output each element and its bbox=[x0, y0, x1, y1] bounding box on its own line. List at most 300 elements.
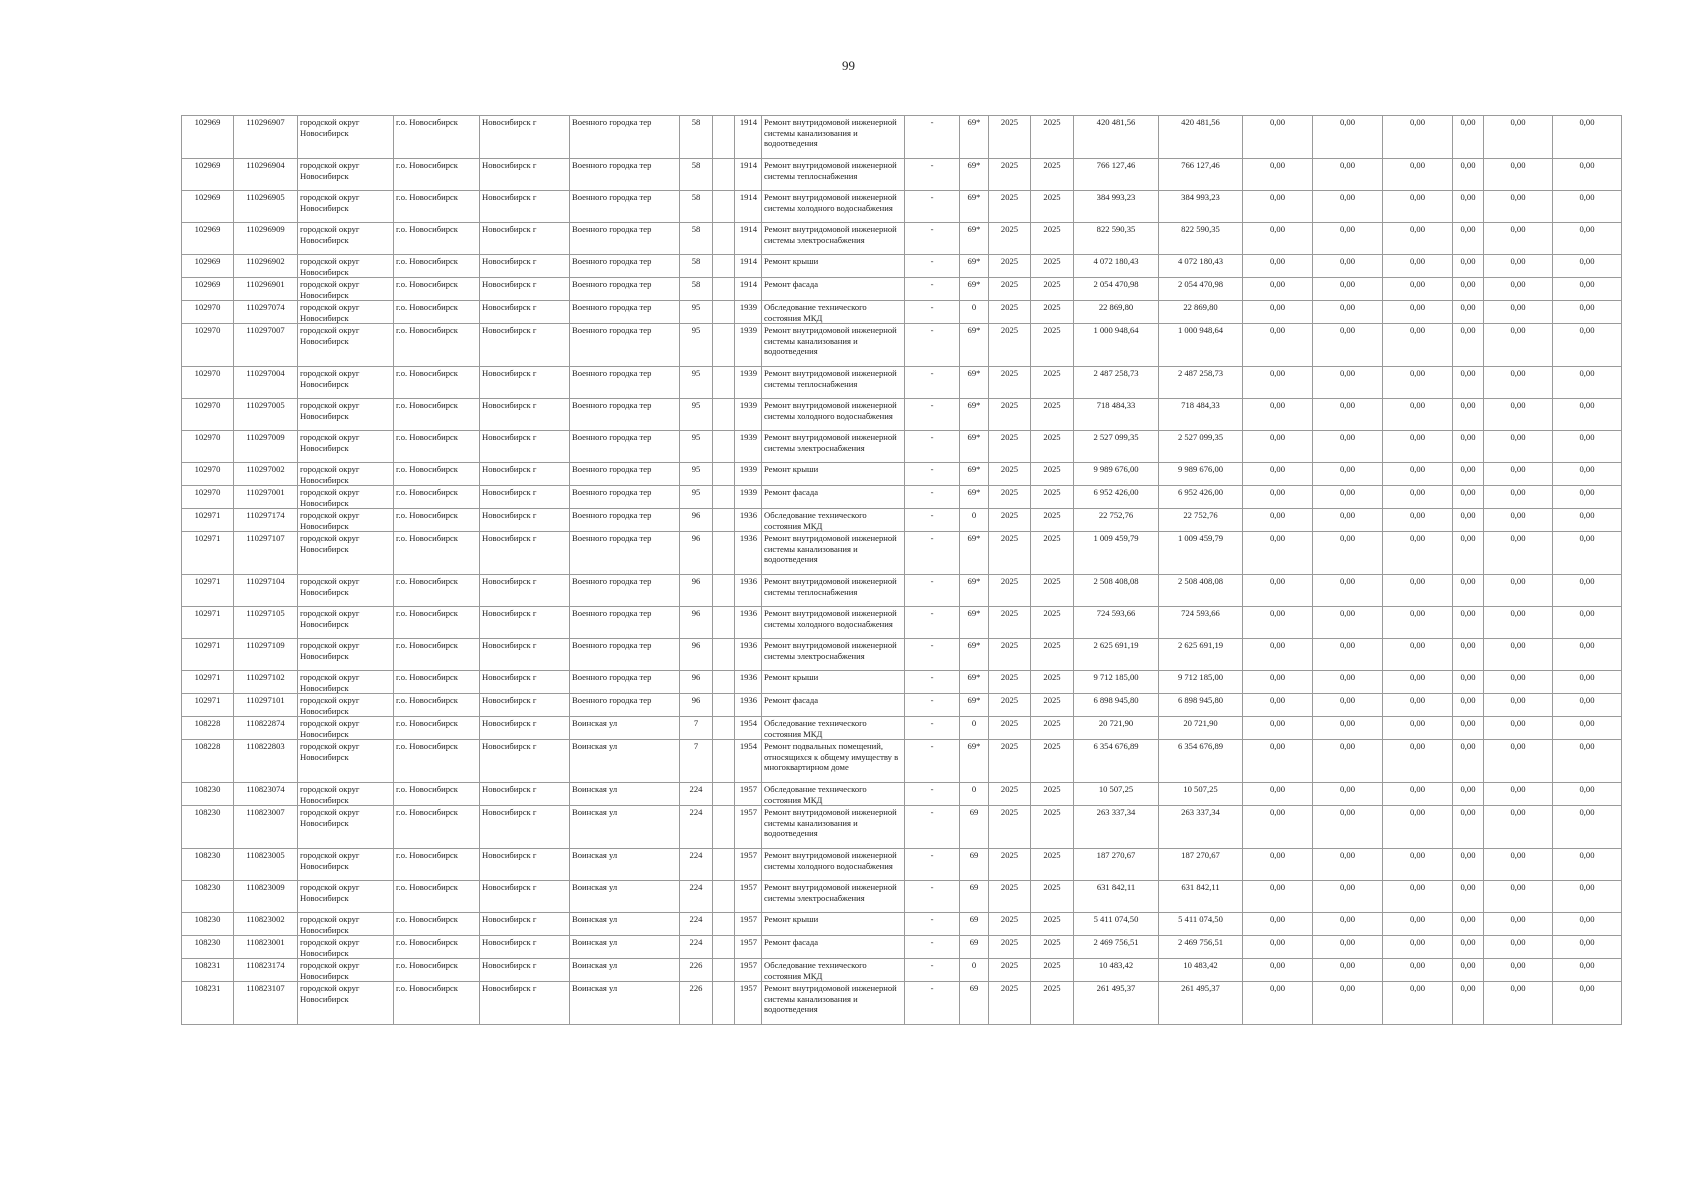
total-cost-cell: 263 337,34 bbox=[1074, 806, 1159, 849]
settlement-cell: г.о. Новосибирск bbox=[394, 806, 480, 849]
house-number-cell: 224 bbox=[680, 913, 713, 936]
locality-cell: Новосибирск г bbox=[480, 463, 570, 486]
plan-year-start-cell: 2025 bbox=[989, 849, 1031, 881]
house-number-cell: 96 bbox=[680, 532, 713, 575]
norm-cell: 69* bbox=[960, 671, 989, 694]
fund-cost-cell: 2 054 470,98 bbox=[1159, 278, 1243, 301]
budget-cell-1: 0,00 bbox=[1243, 191, 1313, 223]
work-id-cell: 110297001 bbox=[234, 486, 298, 509]
work-type-cell: Ремонт внутридомовой инженерной системы холодного водоснабжения bbox=[762, 849, 905, 881]
budget-cell-4: 0,00 bbox=[1453, 367, 1484, 399]
repair-program-table bbox=[181, 115, 1622, 1025]
settlement-cell: г.о. Новосибирск bbox=[394, 399, 480, 431]
year-built-cell: 1954 bbox=[735, 717, 762, 740]
total-cost-cell: 2 469 756,51 bbox=[1074, 936, 1159, 959]
plan-year-end-cell: 2025 bbox=[1031, 982, 1074, 1025]
fund-cost-cell: 2 625 691,19 bbox=[1159, 639, 1243, 671]
settlement-cell: г.о. Новосибирск bbox=[394, 849, 480, 881]
dash-cell: - bbox=[905, 913, 960, 936]
year-built-cell: 1954 bbox=[735, 740, 762, 783]
plan-year-end-cell: 2025 bbox=[1031, 301, 1074, 324]
year-built-cell: 1914 bbox=[735, 223, 762, 255]
house-id-cell: 102971 bbox=[182, 671, 234, 694]
budget-cell-3: 0,00 bbox=[1383, 982, 1453, 1025]
budget-cell-5: 0,00 bbox=[1484, 717, 1553, 740]
plan-year-start-cell: 2025 bbox=[989, 532, 1031, 575]
year-built-cell: 1936 bbox=[735, 607, 762, 639]
year-built-cell: 1936 bbox=[735, 671, 762, 694]
total-cost-cell: 420 481,56 bbox=[1074, 116, 1159, 159]
locality-cell: Новосибирск г bbox=[480, 509, 570, 532]
budget-cell-4: 0,00 bbox=[1453, 806, 1484, 849]
budget-cell-4: 0,00 bbox=[1453, 936, 1484, 959]
table-row bbox=[182, 959, 1622, 982]
municipality-cell: городской округ Новосибирск bbox=[298, 278, 394, 301]
house-id-cell: 108228 bbox=[182, 717, 234, 740]
building-cell bbox=[713, 367, 735, 399]
norm-cell: 69* bbox=[960, 694, 989, 717]
building-cell bbox=[713, 607, 735, 639]
norm-cell: 69* bbox=[960, 223, 989, 255]
budget-cell-5: 0,00 bbox=[1484, 367, 1553, 399]
locality-cell: Новосибирск г bbox=[480, 431, 570, 463]
total-cost-cell: 822 590,35 bbox=[1074, 223, 1159, 255]
budget-cell-1: 0,00 bbox=[1243, 486, 1313, 509]
house-id-cell: 102970 bbox=[182, 324, 234, 367]
work-id-cell: 110822803 bbox=[234, 740, 298, 783]
year-built-cell: 1939 bbox=[735, 486, 762, 509]
budget-cell-6: 0,00 bbox=[1553, 806, 1622, 849]
street-cell: Воинская ул bbox=[570, 982, 680, 1025]
budget-cell-6: 0,00 bbox=[1553, 671, 1622, 694]
budget-cell-6: 0,00 bbox=[1553, 783, 1622, 806]
plan-year-start-cell: 2025 bbox=[989, 913, 1031, 936]
year-built-cell: 1939 bbox=[735, 324, 762, 367]
street-cell: Воинская ул bbox=[570, 806, 680, 849]
budget-cell-3: 0,00 bbox=[1383, 509, 1453, 532]
house-number-cell: 7 bbox=[680, 717, 713, 740]
total-cost-cell: 261 495,37 bbox=[1074, 982, 1159, 1025]
budget-cell-2: 0,00 bbox=[1313, 671, 1383, 694]
plan-year-start-cell: 2025 bbox=[989, 367, 1031, 399]
locality-cell: Новосибирск г bbox=[480, 324, 570, 367]
building-cell bbox=[713, 324, 735, 367]
budget-cell-6: 0,00 bbox=[1553, 717, 1622, 740]
work-type-cell: Ремонт внутридомовой инженерной системы канализования и водоотведения bbox=[762, 806, 905, 849]
street-cell: Военного городка тер bbox=[570, 463, 680, 486]
dash-cell: - bbox=[905, 936, 960, 959]
work-type-cell: Обследование технического состояния МКД bbox=[762, 509, 905, 532]
budget-cell-4: 0,00 bbox=[1453, 671, 1484, 694]
street-cell: Военного городка тер bbox=[570, 532, 680, 575]
plan-year-start-cell: 2025 bbox=[989, 255, 1031, 278]
total-cost-cell: 631 842,11 bbox=[1074, 881, 1159, 913]
work-type-cell: Ремонт крыши bbox=[762, 463, 905, 486]
table-row bbox=[182, 982, 1622, 1025]
settlement-cell: г.о. Новосибирск bbox=[394, 223, 480, 255]
building-cell bbox=[713, 223, 735, 255]
settlement-cell: г.о. Новосибирск bbox=[394, 191, 480, 223]
work-type-cell: Ремонт внутридомовой инженерной системы канализования и водоотведения bbox=[762, 116, 905, 159]
plan-year-end-cell: 2025 bbox=[1031, 191, 1074, 223]
building-cell bbox=[713, 717, 735, 740]
year-built-cell: 1957 bbox=[735, 881, 762, 913]
budget-cell-5: 0,00 bbox=[1484, 159, 1553, 191]
plan-year-end-cell: 2025 bbox=[1031, 324, 1074, 367]
work-type-cell: Обследование технического состояния МКД bbox=[762, 717, 905, 740]
municipality-cell: городской округ Новосибирск bbox=[298, 532, 394, 575]
street-cell: Военного городка тер bbox=[570, 159, 680, 191]
budget-cell-4: 0,00 bbox=[1453, 639, 1484, 671]
budget-cell-5: 0,00 bbox=[1484, 191, 1553, 223]
dash-cell: - bbox=[905, 806, 960, 849]
budget-cell-2: 0,00 bbox=[1313, 431, 1383, 463]
table-row bbox=[182, 532, 1622, 575]
street-cell: Воинская ул bbox=[570, 783, 680, 806]
budget-cell-6: 0,00 bbox=[1553, 278, 1622, 301]
house-number-cell: 96 bbox=[680, 607, 713, 639]
total-cost-cell: 2 054 470,98 bbox=[1074, 278, 1159, 301]
locality-cell: Новосибирск г bbox=[480, 717, 570, 740]
house-id-cell: 102971 bbox=[182, 607, 234, 639]
budget-cell-6: 0,00 bbox=[1553, 255, 1622, 278]
budget-cell-1: 0,00 bbox=[1243, 431, 1313, 463]
budget-cell-3: 0,00 bbox=[1383, 671, 1453, 694]
budget-cell-3: 0,00 bbox=[1383, 783, 1453, 806]
settlement-cell: г.о. Новосибирск bbox=[394, 671, 480, 694]
locality-cell: Новосибирск г bbox=[480, 278, 570, 301]
table-row bbox=[182, 463, 1622, 486]
norm-cell: 69 bbox=[960, 913, 989, 936]
locality-cell: Новосибирск г bbox=[480, 694, 570, 717]
house-id-cell: 102971 bbox=[182, 509, 234, 532]
street-cell: Военного городка тер bbox=[570, 324, 680, 367]
work-type-cell: Ремонт фасада bbox=[762, 694, 905, 717]
plan-year-start-cell: 2025 bbox=[989, 607, 1031, 639]
locality-cell: Новосибирск г bbox=[480, 806, 570, 849]
plan-year-end-cell: 2025 bbox=[1031, 367, 1074, 399]
budget-cell-3: 0,00 bbox=[1383, 486, 1453, 509]
budget-cell-3: 0,00 bbox=[1383, 936, 1453, 959]
budget-cell-5: 0,00 bbox=[1484, 849, 1553, 881]
budget-cell-2: 0,00 bbox=[1313, 740, 1383, 783]
house-number-cell: 96 bbox=[680, 575, 713, 607]
house-number-cell: 96 bbox=[680, 671, 713, 694]
plan-year-start-cell: 2025 bbox=[989, 463, 1031, 486]
dash-cell: - bbox=[905, 159, 960, 191]
dash-cell: - bbox=[905, 959, 960, 982]
budget-cell-5: 0,00 bbox=[1484, 301, 1553, 324]
table-row bbox=[182, 324, 1622, 367]
work-id-cell: 110296902 bbox=[234, 255, 298, 278]
budget-cell-5: 0,00 bbox=[1484, 936, 1553, 959]
settlement-cell: г.о. Новосибирск bbox=[394, 532, 480, 575]
budget-cell-3: 0,00 bbox=[1383, 532, 1453, 575]
total-cost-cell: 10 483,42 bbox=[1074, 959, 1159, 982]
settlement-cell: г.о. Новосибирск bbox=[394, 717, 480, 740]
plan-year-start-cell: 2025 bbox=[989, 191, 1031, 223]
table-row bbox=[182, 639, 1622, 671]
budget-cell-3: 0,00 bbox=[1383, 399, 1453, 431]
building-cell bbox=[713, 849, 735, 881]
budget-cell-3: 0,00 bbox=[1383, 431, 1453, 463]
work-id-cell: 110823009 bbox=[234, 881, 298, 913]
budget-cell-3: 0,00 bbox=[1383, 740, 1453, 783]
work-type-cell: Ремонт фасада bbox=[762, 936, 905, 959]
house-id-cell: 108230 bbox=[182, 936, 234, 959]
norm-cell: 69 bbox=[960, 881, 989, 913]
house-id-cell: 108228 bbox=[182, 740, 234, 783]
municipality-cell: городской округ Новосибирск bbox=[298, 639, 394, 671]
budget-cell-5: 0,00 bbox=[1484, 607, 1553, 639]
house-number-cell: 58 bbox=[680, 191, 713, 223]
fund-cost-cell: 2 508 408,08 bbox=[1159, 575, 1243, 607]
fund-cost-cell: 6 952 426,00 bbox=[1159, 486, 1243, 509]
norm-cell: 69* bbox=[960, 740, 989, 783]
budget-cell-2: 0,00 bbox=[1313, 116, 1383, 159]
plan-year-start-cell: 2025 bbox=[989, 159, 1031, 191]
budget-cell-6: 0,00 bbox=[1553, 936, 1622, 959]
budget-cell-1: 0,00 bbox=[1243, 936, 1313, 959]
table-row bbox=[182, 301, 1622, 324]
municipality-cell: городской округ Новосибирск bbox=[298, 607, 394, 639]
table-row bbox=[182, 116, 1622, 159]
house-number-cell: 224 bbox=[680, 881, 713, 913]
total-cost-cell: 5 411 074,50 bbox=[1074, 913, 1159, 936]
budget-cell-5: 0,00 bbox=[1484, 881, 1553, 913]
table-row bbox=[182, 255, 1622, 278]
municipality-cell: городской округ Новосибирск bbox=[298, 694, 394, 717]
year-built-cell: 1957 bbox=[735, 936, 762, 959]
plan-year-start-cell: 2025 bbox=[989, 223, 1031, 255]
work-id-cell: 110297107 bbox=[234, 532, 298, 575]
building-cell bbox=[713, 532, 735, 575]
building-cell bbox=[713, 509, 735, 532]
budget-cell-1: 0,00 bbox=[1243, 607, 1313, 639]
norm-cell: 69* bbox=[960, 255, 989, 278]
table-row bbox=[182, 509, 1622, 532]
house-id-cell: 102971 bbox=[182, 639, 234, 671]
budget-cell-4: 0,00 bbox=[1453, 982, 1484, 1025]
street-cell: Военного городка тер bbox=[570, 671, 680, 694]
budget-cell-2: 0,00 bbox=[1313, 367, 1383, 399]
table-row bbox=[182, 783, 1622, 806]
budget-cell-4: 0,00 bbox=[1453, 431, 1484, 463]
building-cell bbox=[713, 881, 735, 913]
table-row bbox=[182, 607, 1622, 639]
budget-cell-4: 0,00 bbox=[1453, 399, 1484, 431]
budget-cell-4: 0,00 bbox=[1453, 607, 1484, 639]
work-id-cell: 110823174 bbox=[234, 959, 298, 982]
street-cell: Военного городка тер bbox=[570, 301, 680, 324]
budget-cell-4: 0,00 bbox=[1453, 324, 1484, 367]
building-cell bbox=[713, 936, 735, 959]
plan-year-start-cell: 2025 bbox=[989, 575, 1031, 607]
house-number-cell: 95 bbox=[680, 431, 713, 463]
budget-cell-1: 0,00 bbox=[1243, 399, 1313, 431]
norm-cell: 0 bbox=[960, 509, 989, 532]
year-built-cell: 1957 bbox=[735, 959, 762, 982]
dash-cell: - bbox=[905, 255, 960, 278]
budget-cell-5: 0,00 bbox=[1484, 116, 1553, 159]
work-type-cell: Ремонт внутридомовой инженерной системы теплоснабжения bbox=[762, 159, 905, 191]
settlement-cell: г.о. Новосибирск bbox=[394, 255, 480, 278]
work-type-cell: Ремонт внутридомовой инженерной системы холодного водоснабжения bbox=[762, 191, 905, 223]
house-id-cell: 102970 bbox=[182, 367, 234, 399]
budget-cell-6: 0,00 bbox=[1553, 881, 1622, 913]
year-built-cell: 1914 bbox=[735, 116, 762, 159]
fund-cost-cell: 724 593,66 bbox=[1159, 607, 1243, 639]
plan-year-start-cell: 2025 bbox=[989, 806, 1031, 849]
data-table-wrapper bbox=[181, 115, 1609, 1025]
building-cell bbox=[713, 463, 735, 486]
budget-cell-2: 0,00 bbox=[1313, 783, 1383, 806]
year-built-cell: 1914 bbox=[735, 255, 762, 278]
budget-cell-3: 0,00 bbox=[1383, 575, 1453, 607]
budget-cell-5: 0,00 bbox=[1484, 399, 1553, 431]
work-id-cell: 110297105 bbox=[234, 607, 298, 639]
street-cell: Военного городка тер bbox=[570, 255, 680, 278]
settlement-cell: г.о. Новосибирск bbox=[394, 431, 480, 463]
budget-cell-6: 0,00 bbox=[1553, 982, 1622, 1025]
house-id-cell: 102969 bbox=[182, 191, 234, 223]
budget-cell-2: 0,00 bbox=[1313, 255, 1383, 278]
fund-cost-cell: 766 127,46 bbox=[1159, 159, 1243, 191]
norm-cell: 69* bbox=[960, 431, 989, 463]
building-cell bbox=[713, 431, 735, 463]
street-cell: Военного городка тер bbox=[570, 399, 680, 431]
dash-cell: - bbox=[905, 301, 960, 324]
norm-cell: 69* bbox=[960, 191, 989, 223]
budget-cell-5: 0,00 bbox=[1484, 324, 1553, 367]
table-row bbox=[182, 849, 1622, 881]
total-cost-cell: 20 721,90 bbox=[1074, 717, 1159, 740]
budget-cell-1: 0,00 bbox=[1243, 367, 1313, 399]
plan-year-start-cell: 2025 bbox=[989, 431, 1031, 463]
work-type-cell: Обследование технического состояния МКД bbox=[762, 783, 905, 806]
budget-cell-6: 0,00 bbox=[1553, 399, 1622, 431]
table-row bbox=[182, 486, 1622, 509]
plan-year-start-cell: 2025 bbox=[989, 717, 1031, 740]
budget-cell-1: 0,00 bbox=[1243, 639, 1313, 671]
municipality-cell: городской округ Новосибирск bbox=[298, 936, 394, 959]
budget-cell-2: 0,00 bbox=[1313, 639, 1383, 671]
budget-cell-1: 0,00 bbox=[1243, 959, 1313, 982]
municipality-cell: городской округ Новосибирск bbox=[298, 159, 394, 191]
locality-cell: Новосибирск г bbox=[480, 301, 570, 324]
budget-cell-1: 0,00 bbox=[1243, 255, 1313, 278]
budget-cell-6: 0,00 bbox=[1553, 639, 1622, 671]
norm-cell: 69* bbox=[960, 278, 989, 301]
locality-cell: Новосибирск г bbox=[480, 399, 570, 431]
municipality-cell: городской округ Новосибирск bbox=[298, 671, 394, 694]
fund-cost-cell: 718 484,33 bbox=[1159, 399, 1243, 431]
total-cost-cell: 2 508 408,08 bbox=[1074, 575, 1159, 607]
work-type-cell: Ремонт внутридомовой инженерной системы холодного водоснабжения bbox=[762, 399, 905, 431]
street-cell: Военного городка тер bbox=[570, 486, 680, 509]
house-id-cell: 108231 bbox=[182, 959, 234, 982]
fund-cost-cell: 822 590,35 bbox=[1159, 223, 1243, 255]
work-id-cell: 110297004 bbox=[234, 367, 298, 399]
house-number-cell: 95 bbox=[680, 301, 713, 324]
municipality-cell: городской округ Новосибирск bbox=[298, 463, 394, 486]
street-cell: Военного городка тер bbox=[570, 191, 680, 223]
fund-cost-cell: 263 337,34 bbox=[1159, 806, 1243, 849]
plan-year-end-cell: 2025 bbox=[1031, 255, 1074, 278]
municipality-cell: городской округ Новосибирск bbox=[298, 509, 394, 532]
total-cost-cell: 10 507,25 bbox=[1074, 783, 1159, 806]
plan-year-end-cell: 2025 bbox=[1031, 913, 1074, 936]
budget-cell-4: 0,00 bbox=[1453, 783, 1484, 806]
norm-cell: 69* bbox=[960, 367, 989, 399]
budget-cell-3: 0,00 bbox=[1383, 191, 1453, 223]
dash-cell: - bbox=[905, 486, 960, 509]
house-number-cell: 95 bbox=[680, 486, 713, 509]
budget-cell-3: 0,00 bbox=[1383, 367, 1453, 399]
house-number-cell: 95 bbox=[680, 399, 713, 431]
plan-year-end-cell: 2025 bbox=[1031, 783, 1074, 806]
dash-cell: - bbox=[905, 694, 960, 717]
year-built-cell: 1939 bbox=[735, 431, 762, 463]
plan-year-end-cell: 2025 bbox=[1031, 881, 1074, 913]
budget-cell-2: 0,00 bbox=[1313, 982, 1383, 1025]
settlement-cell: г.о. Новосибирск bbox=[394, 913, 480, 936]
year-built-cell: 1957 bbox=[735, 806, 762, 849]
work-id-cell: 110297002 bbox=[234, 463, 298, 486]
work-id-cell: 110297174 bbox=[234, 509, 298, 532]
budget-cell-1: 0,00 bbox=[1243, 717, 1313, 740]
street-cell: Воинская ул bbox=[570, 913, 680, 936]
total-cost-cell: 9 712 185,00 bbox=[1074, 671, 1159, 694]
municipality-cell: городской округ Новосибирск bbox=[298, 913, 394, 936]
house-number-cell: 7 bbox=[680, 740, 713, 783]
street-cell: Военного городка тер bbox=[570, 367, 680, 399]
work-id-cell: 110297109 bbox=[234, 639, 298, 671]
work-type-cell: Ремонт внутридомовой инженерной системы канализования и водоотведения bbox=[762, 324, 905, 367]
house-id-cell: 102970 bbox=[182, 431, 234, 463]
work-type-cell: Ремонт крыши bbox=[762, 255, 905, 278]
budget-cell-2: 0,00 bbox=[1313, 717, 1383, 740]
budget-cell-6: 0,00 bbox=[1553, 367, 1622, 399]
budget-cell-6: 0,00 bbox=[1553, 913, 1622, 936]
budget-cell-1: 0,00 bbox=[1243, 532, 1313, 575]
municipality-cell: городской округ Новосибирск bbox=[298, 717, 394, 740]
fund-cost-cell: 10 507,25 bbox=[1159, 783, 1243, 806]
plan-year-end-cell: 2025 bbox=[1031, 694, 1074, 717]
locality-cell: Новосибирск г bbox=[480, 116, 570, 159]
budget-cell-4: 0,00 bbox=[1453, 913, 1484, 936]
budget-cell-1: 0,00 bbox=[1243, 982, 1313, 1025]
plan-year-end-cell: 2025 bbox=[1031, 806, 1074, 849]
house-id-cell: 108230 bbox=[182, 783, 234, 806]
budget-cell-2: 0,00 bbox=[1313, 509, 1383, 532]
locality-cell: Новосибирск г bbox=[480, 486, 570, 509]
work-type-cell: Ремонт внутридомовой инженерной системы электроснабжения bbox=[762, 639, 905, 671]
plan-year-start-cell: 2025 bbox=[989, 301, 1031, 324]
dash-cell: - bbox=[905, 278, 960, 301]
budget-cell-4: 0,00 bbox=[1453, 717, 1484, 740]
plan-year-end-cell: 2025 bbox=[1031, 116, 1074, 159]
total-cost-cell: 1 009 459,79 bbox=[1074, 532, 1159, 575]
locality-cell: Новосибирск г bbox=[480, 913, 570, 936]
budget-cell-5: 0,00 bbox=[1484, 532, 1553, 575]
locality-cell: Новосибирск г bbox=[480, 575, 570, 607]
locality-cell: Новосибирск г bbox=[480, 783, 570, 806]
plan-year-end-cell: 2025 bbox=[1031, 671, 1074, 694]
building-cell bbox=[713, 399, 735, 431]
budget-cell-1: 0,00 bbox=[1243, 324, 1313, 367]
dash-cell: - bbox=[905, 717, 960, 740]
